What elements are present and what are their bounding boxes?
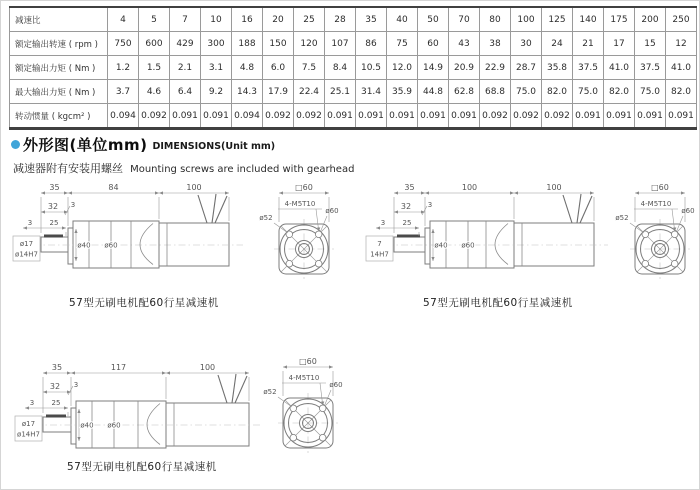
spec-cell: 0.092 — [542, 104, 573, 129]
spec-cell: 5 — [139, 7, 170, 32]
svg-text:ø40: ø40 — [77, 241, 91, 250]
spec-cell: 2.1 — [170, 56, 201, 80]
svg-text:25: 25 — [51, 399, 61, 407]
spec-cell: 62.8 — [449, 80, 480, 104]
spec-cell: 43 — [449, 32, 480, 56]
svg-text:35: 35 — [49, 183, 60, 192]
svg-text:4-M5T10: 4-M5T10 — [640, 200, 672, 208]
spec-cell: 0.091 — [635, 104, 666, 129]
spec-cell: 17 — [604, 32, 635, 56]
spec-cell: 0.091 — [325, 104, 356, 129]
spec-cell: 0.092 — [480, 104, 511, 129]
row-label: 额定输出力矩 ( Nm ) — [10, 56, 108, 80]
svg-text:□60: □60 — [651, 183, 669, 192]
spec-cell: 40 — [387, 7, 418, 32]
spec-cell: 20.9 — [449, 56, 480, 80]
spec-cell: 0.091 — [418, 104, 449, 129]
spec-cell: 68.8 — [480, 80, 511, 104]
motor-wires — [198, 194, 227, 223]
section-title-en: DIMENSIONS(Unit mm) — [152, 141, 276, 152]
svg-text:117: 117 — [110, 363, 127, 372]
spec-cell: 35.8 — [542, 56, 573, 80]
spec-cell: 125 — [542, 7, 573, 32]
svg-text:100: 100 — [461, 183, 478, 192]
svg-text:3: 3 — [427, 201, 433, 209]
spec-cell: 0.094 — [108, 104, 139, 129]
spec-cell: 140 — [573, 7, 604, 32]
svg-text:100: 100 — [186, 183, 202, 192]
svg-text:ø14H7: ø14H7 — [15, 250, 38, 259]
spec-cell: 22.4 — [294, 80, 325, 104]
spec-cell: 25.1 — [325, 80, 356, 104]
svg-text:□60: □60 — [295, 183, 313, 192]
spec-cell: 250 — [666, 7, 697, 32]
svg-text:ø60: ø60 — [461, 241, 475, 250]
spec-cell: 10 — [201, 7, 232, 32]
spec-cell: 75.0 — [635, 80, 666, 104]
flange-front-view — [263, 357, 342, 453]
dimension-drawings — [1, 1, 700, 490]
section-subtitle-en: Mounting screws are included with gearhead — [130, 164, 355, 175]
svg-text:4-M5T10: 4-M5T10 — [288, 374, 320, 382]
spec-cell: 86 — [356, 32, 387, 56]
spec-cell: 28 — [325, 7, 356, 32]
spec-cell: 7.5 — [294, 56, 325, 80]
spec-cell: 600 — [139, 32, 170, 56]
spec-cell: 175 — [604, 7, 635, 32]
svg-text:□60: □60 — [299, 357, 317, 366]
spec-cell: 75.0 — [573, 80, 604, 104]
spec-cell: 1.5 — [139, 56, 170, 80]
spec-cell: 0.092 — [511, 104, 542, 129]
svg-text:3: 3 — [73, 381, 79, 389]
spec-cell: 50 — [418, 7, 449, 32]
svg-text:100: 100 — [199, 363, 216, 372]
spec-cell: 4.8 — [232, 56, 263, 80]
spec-cell: 120 — [294, 32, 325, 56]
svg-text:ø40: ø40 — [80, 421, 94, 430]
drawing-caption-2: 57型无刷电机配60行星减速机 — [423, 297, 573, 309]
spec-cell: 75.0 — [511, 80, 542, 104]
svg-text:4-M5T10: 4-M5T10 — [284, 200, 316, 208]
svg-text:32: 32 — [49, 382, 61, 391]
section-subtitle-cn: 减速器附有安装用螺丝 — [13, 162, 123, 175]
technical-drawing-3 — [15, 357, 343, 453]
spec-cell: 0.092 — [263, 104, 294, 129]
svg-text:35: 35 — [51, 363, 63, 372]
spec-cell: 0.092 — [294, 104, 325, 129]
spec-cell: 7 — [170, 7, 201, 32]
spec-cell: 0.091 — [573, 104, 604, 129]
svg-text:25: 25 — [49, 219, 59, 227]
spec-cell: 6.0 — [263, 56, 294, 80]
section-title-cn: 外形图(单位mm) — [23, 136, 148, 154]
spec-cell: 188 — [232, 32, 263, 56]
spec-cell: 22.9 — [480, 56, 511, 80]
svg-text:14H7: 14H7 — [370, 250, 389, 259]
spec-cell: 60 — [418, 32, 449, 56]
spec-cell: 75 — [387, 32, 418, 56]
spec-cell: 100 — [511, 7, 542, 32]
spec-cell: 82.0 — [666, 80, 697, 104]
drawing-caption-1: 57型无刷电机配60行星减速机 — [69, 297, 219, 309]
spec-cell: 12 — [666, 32, 697, 56]
flange-front-view — [259, 183, 338, 279]
svg-text:ø52: ø52 — [263, 388, 277, 396]
spec-cell: 20 — [263, 7, 294, 32]
row-label: 转动惯量 ( kgcm² ) — [10, 104, 108, 129]
svg-text:35: 35 — [404, 183, 415, 192]
motor-wires — [218, 374, 247, 403]
technical-drawing-2 — [366, 183, 695, 279]
spec-cell: 4 — [108, 7, 139, 32]
spec-cell: 0.091 — [604, 104, 635, 129]
spec-cell: 82.0 — [542, 80, 573, 104]
spec-cell: 0.094 — [232, 104, 263, 129]
spec-cell: 10.5 — [356, 56, 387, 80]
spec-cell: 0.091 — [170, 104, 201, 129]
svg-text:ø60: ø60 — [325, 207, 339, 215]
spec-cell: 28.7 — [511, 56, 542, 80]
svg-text:25: 25 — [402, 219, 412, 227]
spec-cell: 35.9 — [387, 80, 418, 104]
svg-text:100: 100 — [546, 183, 562, 192]
spec-cell: 35 — [356, 7, 387, 32]
spec-cell: 16 — [232, 7, 263, 32]
spec-cell: 0.091 — [201, 104, 232, 129]
svg-text:84: 84 — [108, 183, 119, 192]
svg-text:ø17: ø17 — [19, 240, 34, 248]
spec-cell: 70 — [449, 7, 480, 32]
spec-cell: 21 — [573, 32, 604, 56]
spec-cell: 30 — [511, 32, 542, 56]
spec-cell: 200 — [635, 7, 666, 32]
flange-front-view — [615, 183, 694, 279]
spec-cell: 14.9 — [418, 56, 449, 80]
svg-text:32: 32 — [400, 202, 412, 211]
svg-text:3: 3 — [70, 201, 76, 209]
spec-cell: 429 — [170, 32, 201, 56]
spec-cell: 8.4 — [325, 56, 356, 80]
svg-text:ø40: ø40 — [434, 241, 448, 250]
spec-cell: 41.0 — [666, 56, 697, 80]
spec-cell: 107 — [325, 32, 356, 56]
spec-cell: 44.8 — [418, 80, 449, 104]
motor-wires — [563, 194, 592, 223]
svg-text:ø60: ø60 — [329, 381, 343, 389]
row-label: 减速比 — [10, 7, 108, 32]
svg-text:ø14H7: ø14H7 — [17, 430, 40, 439]
svg-text:ø60: ø60 — [681, 207, 695, 215]
spec-cell: 37.5 — [573, 56, 604, 80]
drawing-caption-3: 57型无刷电机配60行星减速机 — [67, 461, 217, 473]
spec-cell: 1.2 — [108, 56, 139, 80]
spec-cell: 300 — [201, 32, 232, 56]
row-label: 最大输出力矩 ( Nm ) — [10, 80, 108, 104]
svg-text:ø60: ø60 — [107, 421, 121, 430]
spec-cell: 4.6 — [139, 80, 170, 104]
svg-text:3: 3 — [29, 399, 35, 407]
svg-text:ø60: ø60 — [104, 241, 118, 250]
spec-cell: 38 — [480, 32, 511, 56]
svg-text:3: 3 — [380, 219, 386, 227]
svg-text:3: 3 — [27, 219, 33, 227]
svg-text:ø52: ø52 — [615, 214, 629, 222]
spec-cell: 41.0 — [604, 56, 635, 80]
spec-cell: 0.091 — [666, 104, 697, 129]
spec-cell: 80 — [480, 7, 511, 32]
spec-cell: 0.091 — [356, 104, 387, 129]
spec-cell: 82.0 — [604, 80, 635, 104]
spec-cell: 0.091 — [449, 104, 480, 129]
spec-cell: 31.4 — [356, 80, 387, 104]
spec-cell: 37.5 — [635, 56, 666, 80]
svg-text:ø17: ø17 — [21, 420, 36, 428]
technical-drawing-1 — [13, 183, 339, 279]
row-label: 额定输出转速 ( rpm ) — [10, 32, 108, 56]
spec-cell: 14.3 — [232, 80, 263, 104]
spec-cell: 750 — [108, 32, 139, 56]
spec-cell: 0.092 — [139, 104, 170, 129]
spec-cell: 17.9 — [263, 80, 294, 104]
spec-cell: 12.0 — [387, 56, 418, 80]
spec-cell: 3.1 — [201, 56, 232, 80]
spec-cell: 6.4 — [170, 80, 201, 104]
spec-cell: 15 — [635, 32, 666, 56]
spec-cell: 25 — [294, 7, 325, 32]
spec-cell: 150 — [263, 32, 294, 56]
spec-cell: 24 — [542, 32, 573, 56]
spec-cell: 0.091 — [387, 104, 418, 129]
spec-cell: 9.2 — [201, 80, 232, 104]
svg-text:ø52: ø52 — [259, 214, 273, 222]
svg-text:32: 32 — [47, 202, 59, 211]
svg-text:7: 7 — [377, 240, 382, 248]
spec-cell: 3.7 — [108, 80, 139, 104]
